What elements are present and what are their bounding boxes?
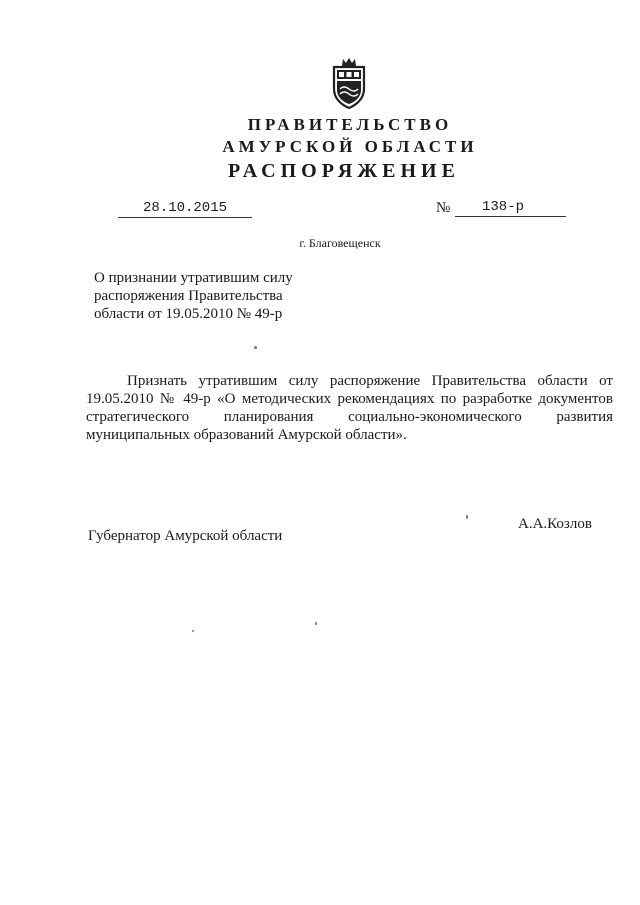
amur-oblast-coat-of-arms-icon [329, 57, 369, 109]
issuing-city: г. Благовещенск [299, 236, 381, 250]
document-subject [94, 269, 293, 323]
scan-speck [192, 630, 194, 632]
scan-speck [315, 622, 317, 625]
signer-name: А.А.Козлов [518, 516, 592, 532]
body-line: Признать утратившим силу распоряжение Правительства области от [127, 373, 613, 389]
body-line: 19.05.2010 № 49-р «О методических рекомендациях по разработке документов [86, 391, 613, 407]
subject-line: О признании утратившим силу [94, 270, 293, 286]
government-title-line1: ПРАВИТЕЛЬСТВО [247, 115, 453, 134]
scan-speck [254, 346, 257, 349]
document-type-title: РАСПОРЯЖЕНИЕ [228, 160, 460, 182]
document-number: 138-р [455, 199, 566, 217]
document-body [86, 372, 613, 444]
subject-line: области от 19.05.2010 № 49-р [94, 306, 283, 322]
government-title-line2: АМУРСКОЙ ОБЛАСТИ [222, 137, 478, 156]
scan-speck [466, 515, 468, 519]
body-line: муниципальных образований Амурской области». [86, 427, 407, 443]
subject-line: распоряжения Правительства [94, 288, 283, 304]
body-line: стратегического планирования социально-экономического развития [86, 409, 613, 425]
number-sign: № [436, 200, 451, 216]
document-date: 28.10.2015 [118, 200, 252, 218]
signer-title: Губернатор Амурской области [88, 528, 283, 544]
